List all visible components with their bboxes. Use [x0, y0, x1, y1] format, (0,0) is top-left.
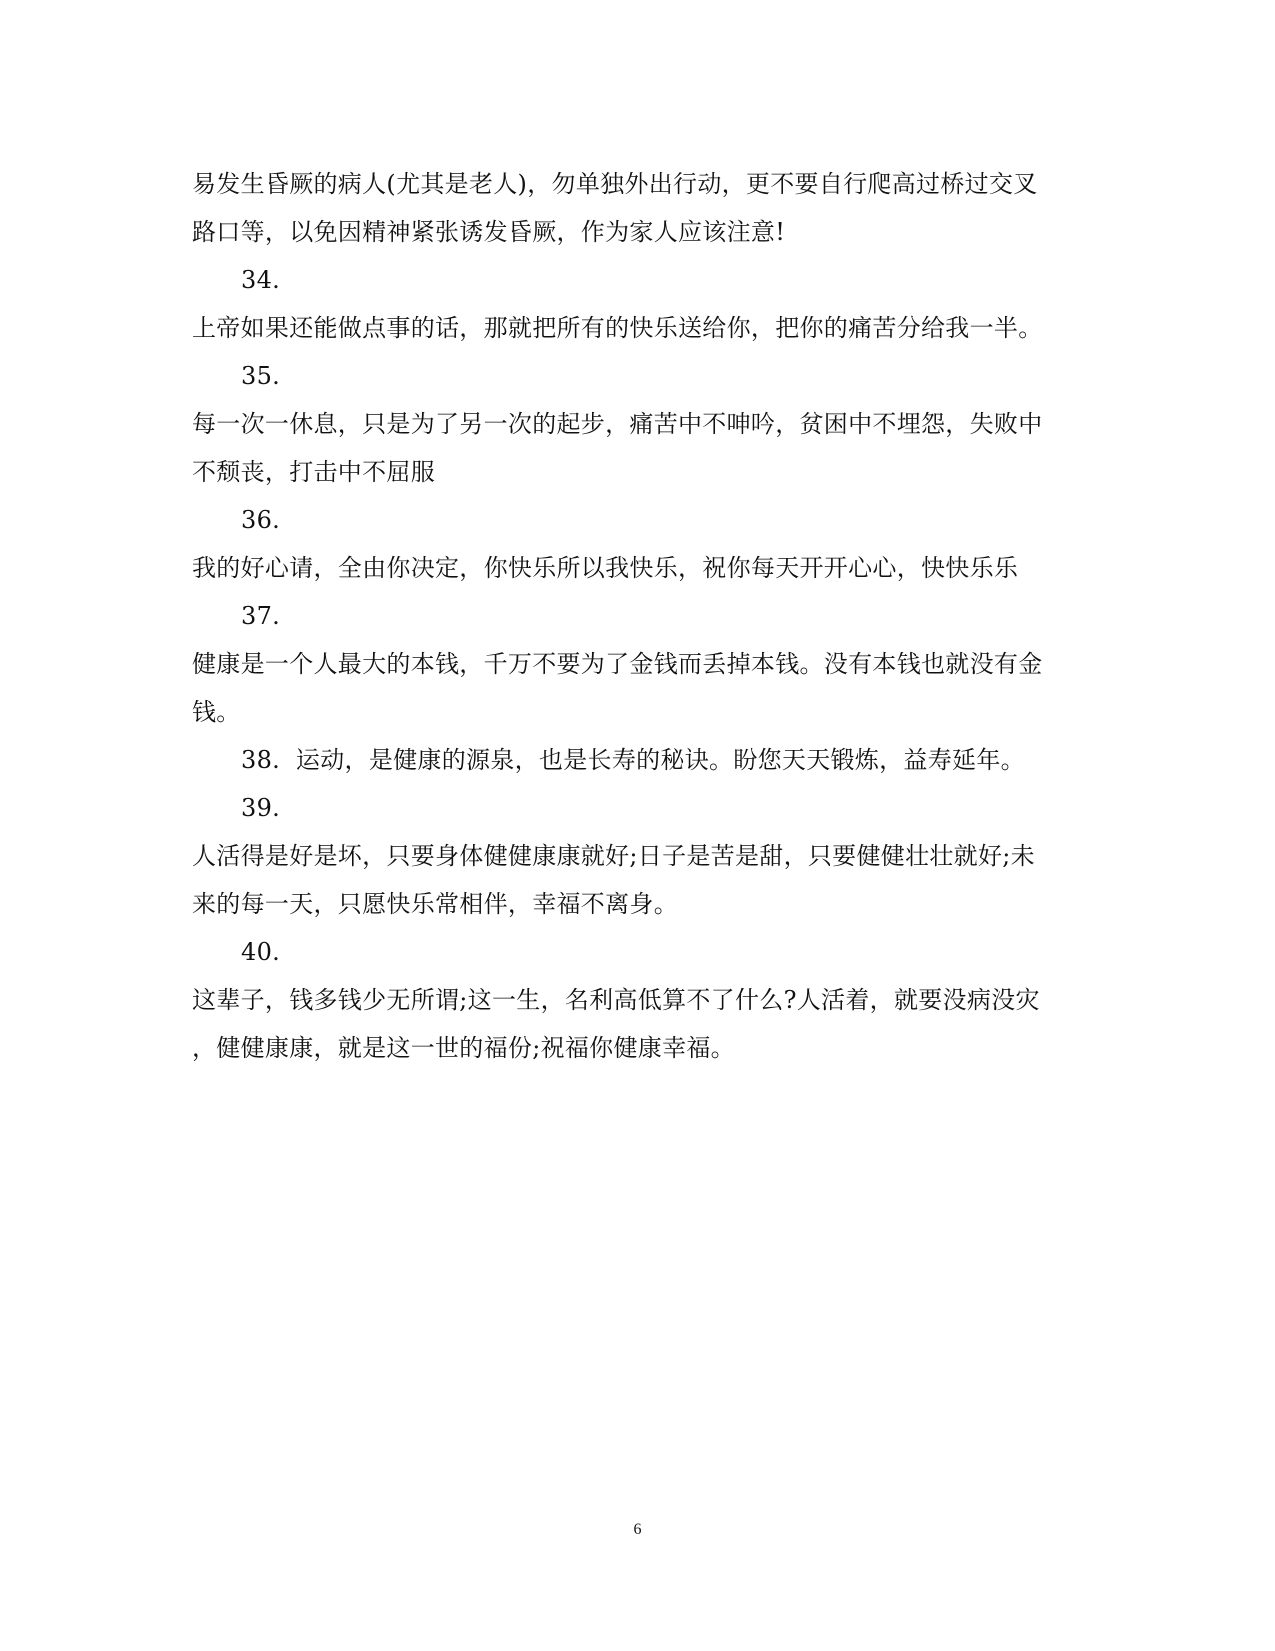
text-line: 上帝如果还能做点事的话，那就把所有的快乐送给你，把你的痛苦分给我一半。 — [192, 314, 1043, 342]
text-line: 每一次一休息，只是为了另一次的起步，痛苦中不呻吟，贫困中不埋怨，失败中 — [192, 410, 1043, 438]
item-number: 40. — [241, 938, 281, 966]
text-line: 健康是一个人最大的本钱，千万不要为了金钱而丢掉本钱。没有本钱也就没有金 — [192, 650, 1043, 678]
text-line: 来的每一天，只愿快乐常相伴，幸福不离身。 — [192, 890, 678, 918]
text-line: ，健健康康，就是这一世的福份;祝福你健康幸福。 — [192, 1034, 735, 1062]
item-number: 34. — [241, 266, 281, 294]
text-line: 不颓丧，打击中不屈服 — [192, 458, 435, 486]
item-number: 38. 运动，是健康的源泉，也是长寿的秘诀。盼您天天锻炼，益寿延年。 — [241, 746, 1025, 774]
text-line: 易发生昏厥的病人(尤其是老人)，勿单独外出行动，更不要自行爬高过桥过交叉 — [192, 170, 1038, 198]
item-number: 35. — [241, 362, 281, 390]
text-line: 这辈子，钱多钱少无所谓;这一生，名利高低算不了什么?人活着，就要没病没灾 — [192, 986, 1040, 1014]
text-line: 钱。 — [192, 698, 241, 726]
item-number: 36. — [241, 506, 281, 534]
item-number: 37. — [241, 602, 281, 630]
page-number: 6 — [633, 1521, 642, 1538]
text-line: 人活得是好是坏，只要身体健健康康就好;日子是苦是甜，只要健健壮壮就好;未 — [192, 842, 1035, 870]
item-number: 39. — [241, 794, 281, 822]
page-content — [192, 160, 1072, 1072]
text-line: 我的好心请，全由你决定，你快乐所以我快乐，祝你每天开开心心，快快乐乐 — [192, 554, 1019, 582]
text-line: 路口等，以免因精神紧张诱发昏厥，作为家人应该注意! — [192, 218, 786, 246]
